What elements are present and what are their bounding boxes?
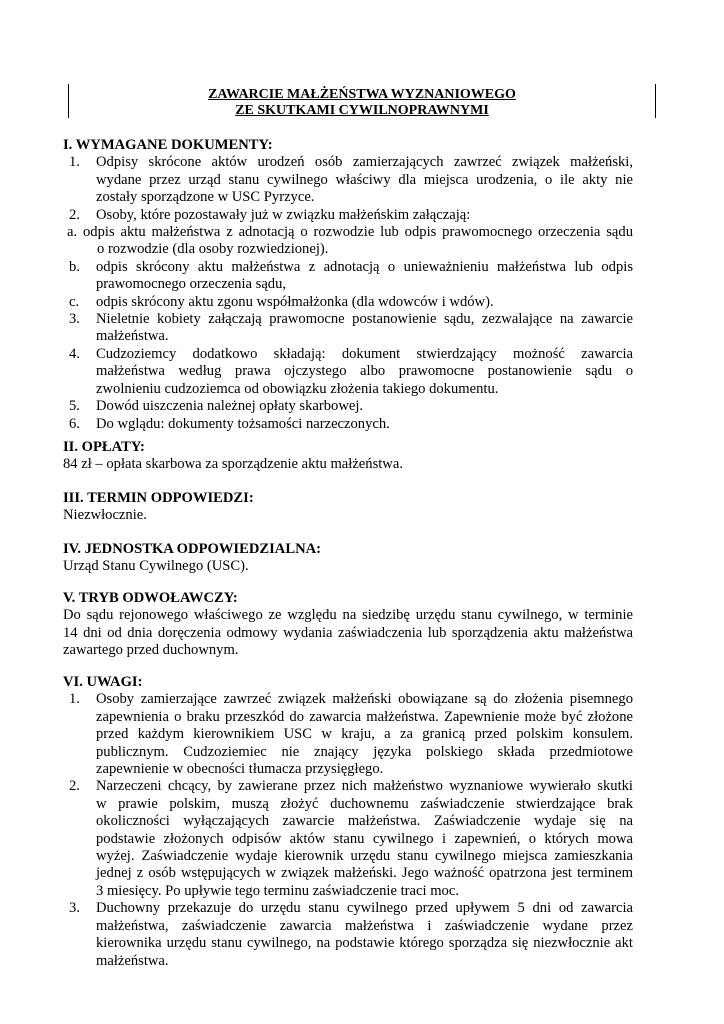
list-item xyxy=(63,778,633,900)
item-line: Osoby zamierzające zawrzeć związek małżeński obowiązane są do złożenia pisemnego xyxy=(96,691,633,708)
section-line: Do sądu rejonowego właściwego ze względu na siedzibę urzędu stanu cywilnego, w terminie xyxy=(63,607,633,624)
section-text: Urząd Stanu Cywilnego (USC). xyxy=(63,558,249,575)
section-line: zawartego przed duchownym. xyxy=(63,642,239,659)
item-line: prawomocnego orzeczenia sądu, xyxy=(96,276,287,293)
section-heading: II. OPŁATY: xyxy=(63,439,145,455)
item-line: o rozwodzie (dla osoby rozwiedzionej). xyxy=(97,241,329,258)
item-line: Do wglądu: dokumenty tożsamości narzeczonych. xyxy=(96,415,390,432)
item-line: publicznym. Cudzoziemiec nie znający języka polskiego składa przedmiotowe xyxy=(96,743,633,760)
section-heading: VI. UWAGI: xyxy=(63,674,143,690)
item-line: małżeństwa. xyxy=(96,328,169,345)
section-heading: III. TERMIN ODPOWIEDZI: xyxy=(63,490,254,506)
section-required-documents xyxy=(63,137,633,433)
list-item xyxy=(63,294,633,311)
list-item xyxy=(63,900,633,970)
title-box xyxy=(68,84,656,118)
item-line: odpis aktu małżeństwa z adnotacją o rozwodzie lub odpis prawomocnego orzeczenia sądu xyxy=(83,224,633,241)
section-appeal xyxy=(63,590,633,660)
item-line: przed każdym kierownikiem USC w kraju, a za granicą przed polskim konsulem. xyxy=(96,726,633,743)
list-item xyxy=(63,259,633,294)
section-fees xyxy=(63,439,633,474)
list-marker: 3. xyxy=(69,900,80,917)
section-response-time xyxy=(63,490,633,525)
list-marker: a. xyxy=(67,224,78,241)
item-line: Odpisy skrócone aktów urodzeń osób zamierzających zawrzeć związek małżeński, xyxy=(96,154,633,171)
list-marker: 1. xyxy=(69,154,80,171)
list-marker: 2. xyxy=(69,778,80,795)
item-line: Nieletnie kobiety załączają prawomocne postanowienie sądu, zezwalające na zawarcie xyxy=(96,311,633,328)
list-marker: 4. xyxy=(69,345,80,362)
section-heading: IV. JEDNOSTKA ODPOWIEDZIALNA: xyxy=(63,541,322,557)
list-marker: b. xyxy=(69,258,80,275)
item-line: Osoby, które pozostawały już w związku małżeńskim załączają: xyxy=(96,206,471,223)
list-item xyxy=(63,398,633,415)
list-item xyxy=(63,416,633,433)
item-line: małżeństwa według prawa ojczystego albo prawomocne postanowienie sądu o xyxy=(96,363,633,380)
list-item xyxy=(63,346,633,398)
document-title-line-2: ZE SKUTKAMI CYWILNOPRAWNYMI xyxy=(235,103,489,118)
item-line: zapewnienie w obecności tłumacza przysięgłego. xyxy=(96,761,384,778)
item-line: Narzeczeni chcący, by zawierane przez nich małżeństwo wyznaniowe wywierało skutki xyxy=(96,778,633,795)
list-item xyxy=(63,207,633,224)
item-line: w prawie polskim, muszą złożyć duchownemu zaświadczenie stwierdzające brak xyxy=(96,795,633,812)
item-line: odpis skrócony aktu zgonu współmałżonka (dla wdowców i wdów). xyxy=(96,293,494,310)
item-line: wyżej. Zaświadczenie wydaje kierownik urzędu stanu cywilnego miejsca zamieszkania xyxy=(96,848,633,865)
item-line: Duchowny przekazuje do urzędu stanu cywilnego przed upływem 5 dni od zawarcia xyxy=(96,900,633,917)
item-line: zwolnieniu cudzoziemca od obowiązku złożenia takiego dokumentu. xyxy=(96,380,499,397)
item-line: odpis skrócony aktu małżeństwa z adnotacją o unieważnieniu małżeństwa lub odpis xyxy=(96,258,633,275)
list-marker: 6. xyxy=(69,415,80,432)
list-marker: 1. xyxy=(69,691,80,708)
document-title-line-1: ZAWARCIE MAŁŻEŃSTWA WYZNANIOWEGO xyxy=(208,87,516,102)
item-line: 3 miesięcy. Po upływie tego terminu zaświadczenie traci moc. xyxy=(96,882,459,899)
item-line: małżeństwa, zaświadczenie zawarcia małżeństwa i zaświadczenie wydane przez xyxy=(96,917,633,934)
list-item xyxy=(63,311,633,346)
list-marker: 2. xyxy=(69,206,80,223)
item-line: podstawie złożonych odpisów aktów stanu cywilnego i zapewnień, o których mowa xyxy=(96,830,633,847)
item-line: Cudzoziemcy dodatkowo składają: dokument stwierdzający możność zawarcia xyxy=(96,345,633,362)
item-line: Dowód uiszczenia należnej opłaty skarbowej. xyxy=(96,398,364,415)
item-line: małżeństwa. xyxy=(96,952,169,969)
section-text: Niezwłocznie. xyxy=(63,507,147,524)
item-line: zostały sporządzone w USC Pyrzyce. xyxy=(96,189,315,206)
item-line: wydane przez urząd stanu cywilnego właściwy dla miejsca urodzenia, o ile akty nie xyxy=(96,171,633,188)
list-marker: c. xyxy=(69,293,80,310)
section-heading: I. WYMAGANE DOKUMENTY: xyxy=(63,137,273,153)
item-line: kierownika urzędu stanu cywilnego, na podstawie którego sporządza się niezwłocznie akt xyxy=(96,935,633,952)
item-line: okoliczności wyłączających zawarcie małżeństwa. Zaświadczenie wydaje się na xyxy=(96,813,633,830)
list-item xyxy=(63,224,633,259)
section-responsible-unit xyxy=(63,541,633,576)
item-line: jednej z osób wstępujących w związek małżeński. Jego ważność opatrzona jest terminem xyxy=(96,865,633,882)
section-notes xyxy=(63,674,633,970)
section-heading: V. TRYB ODWOŁAWCZY: xyxy=(63,590,238,606)
list-marker: 3. xyxy=(69,311,80,328)
section-line: 14 dni od dnia doręczenia odmowy wydania zaświadczenia lub sporządzenia aktu małżeństwa xyxy=(63,624,633,641)
list-marker: 5. xyxy=(69,398,80,415)
item-line: zapewnienia o braku przeszkód do zawarcia małżeństwa. Zapewnienie może być złożone xyxy=(96,708,633,725)
list-item xyxy=(63,691,633,778)
section-text: 84 zł – opłata skarbowa za sporządzenie aktu małżeństwa. xyxy=(63,456,403,473)
list-item xyxy=(63,154,633,206)
